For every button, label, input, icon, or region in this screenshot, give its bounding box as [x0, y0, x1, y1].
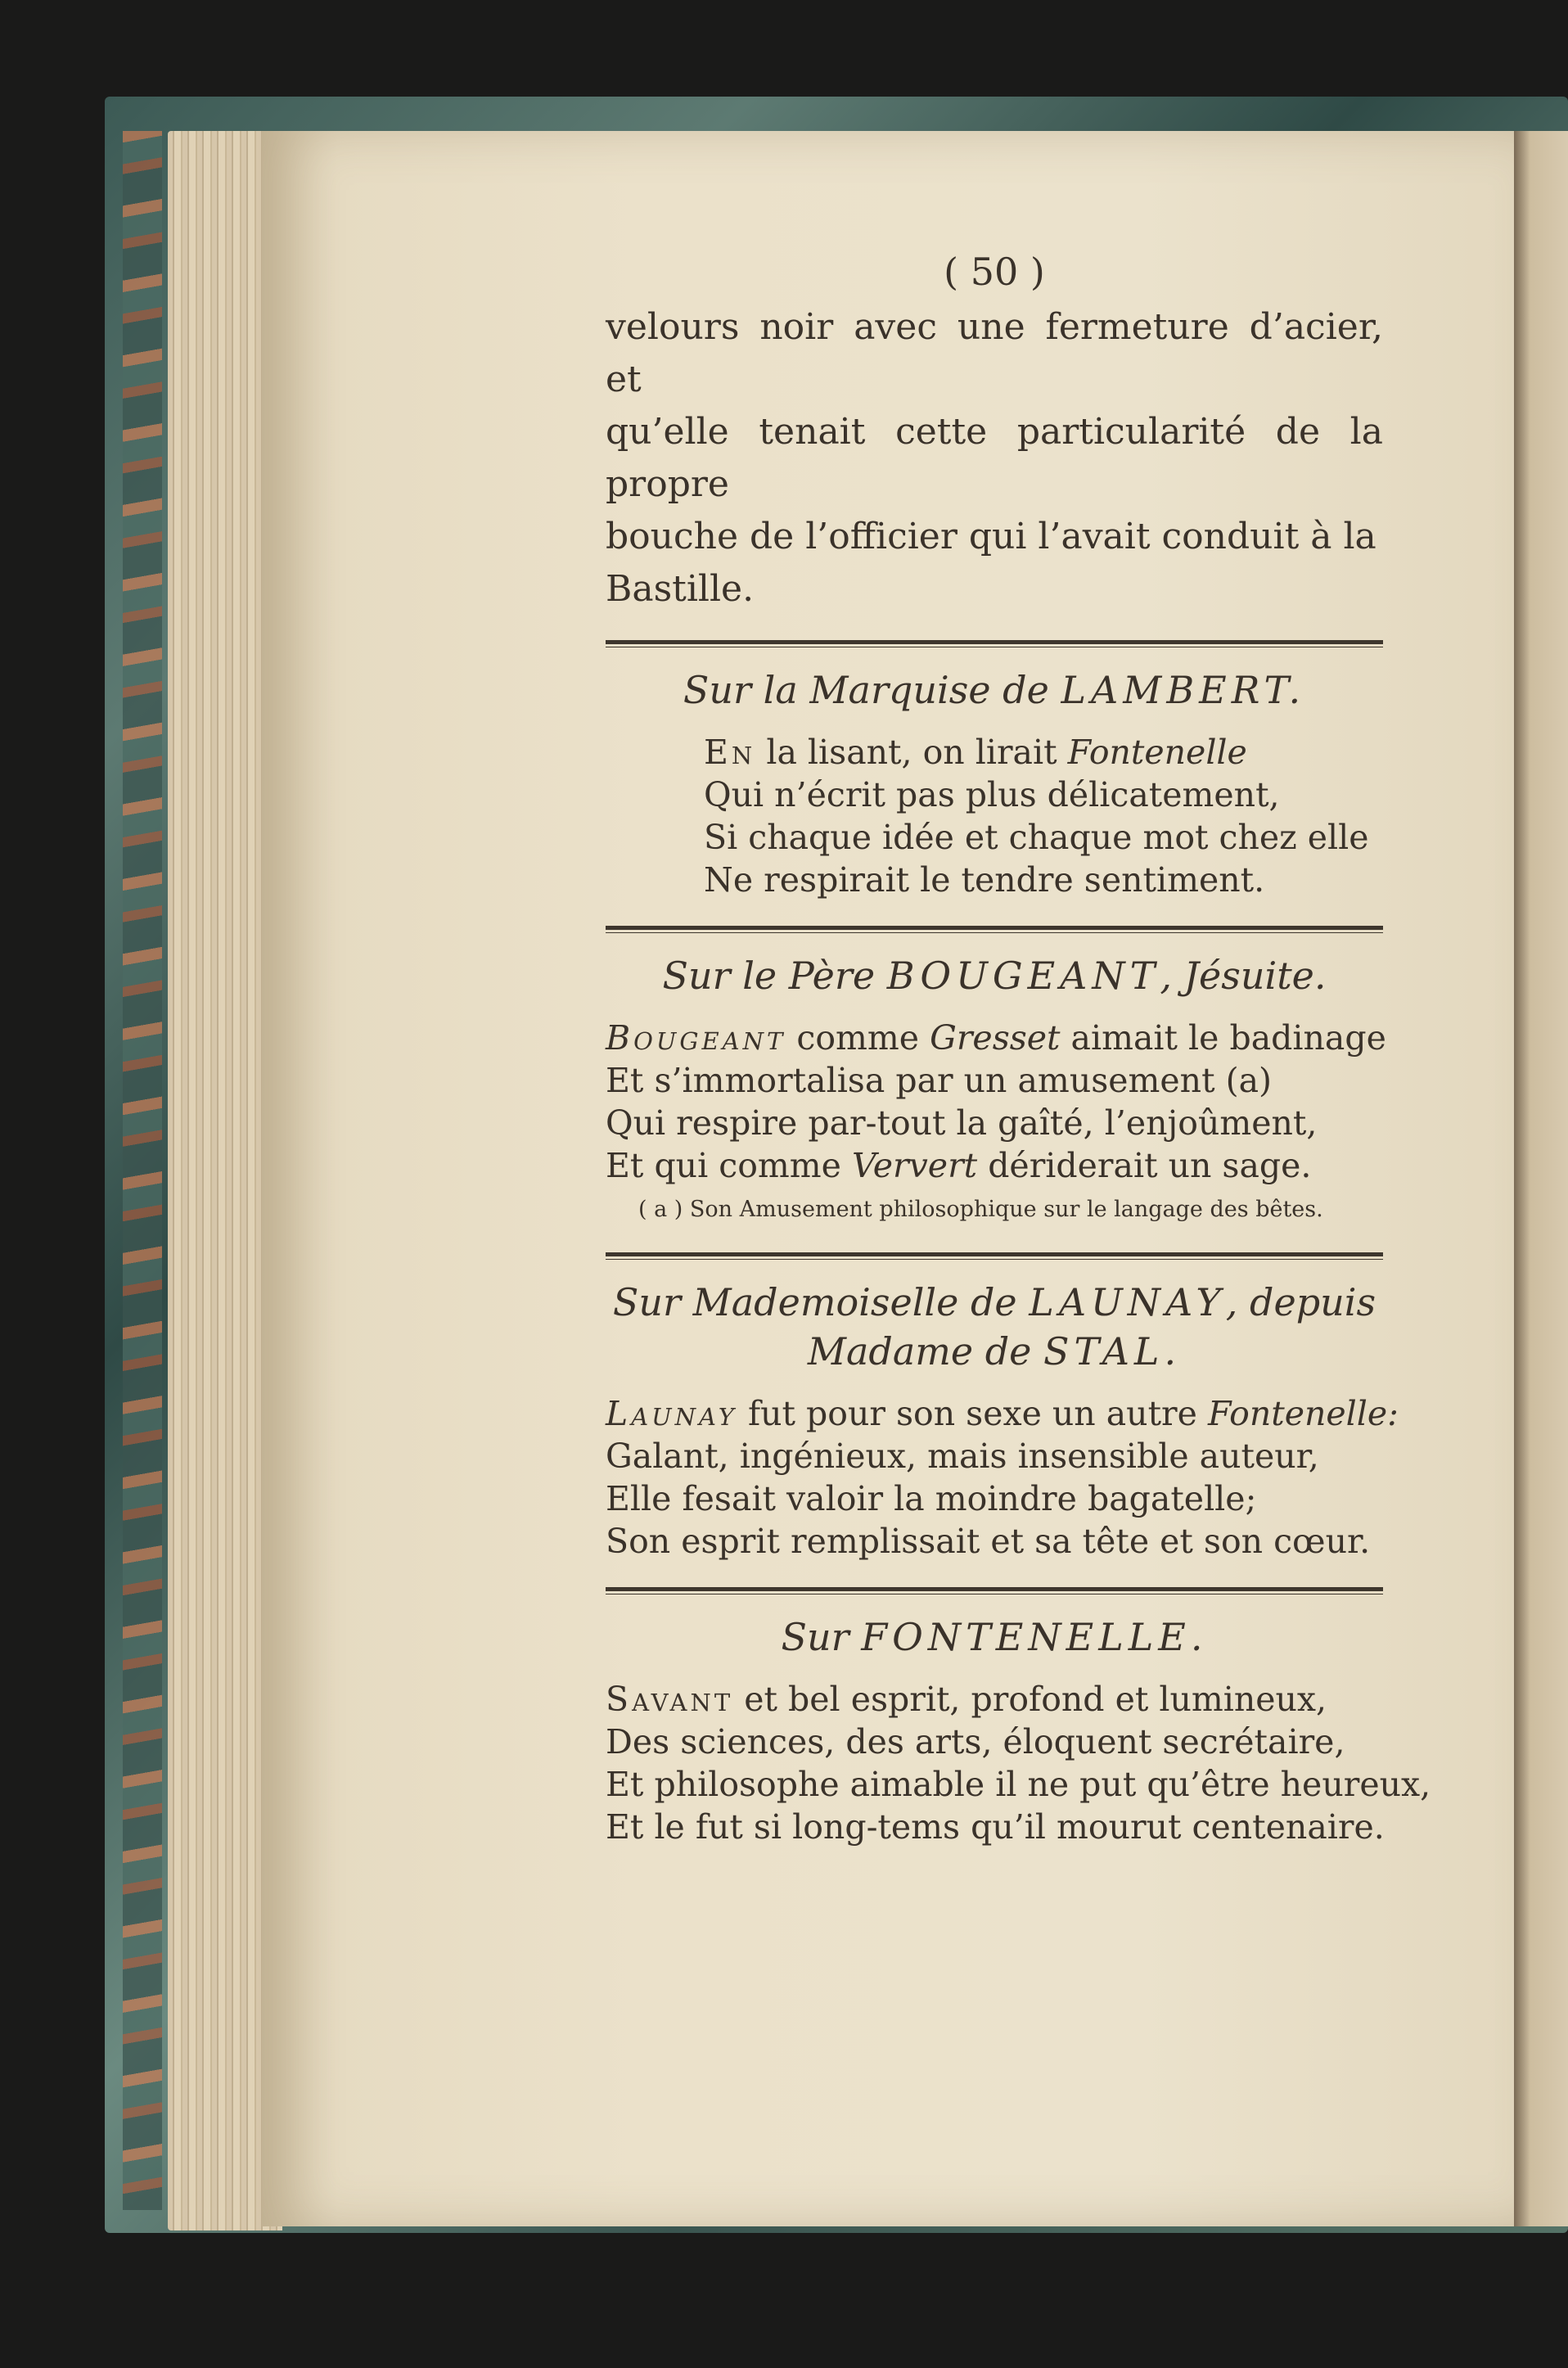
prose-line: Bastille.	[606, 568, 755, 610]
section-rule	[606, 1587, 1383, 1591]
verse-line: Son esprit remplissait et sa tête et son cœur.	[606, 1522, 1371, 1561]
facing-page-edge	[1514, 131, 1568, 2226]
verse	[606, 1017, 1386, 1228]
section-heading: Sur Mademoiselle de LAUNAY, depuis Madame de STAL.	[612, 1280, 1377, 1373]
prose-paragraph	[606, 301, 1383, 616]
verse-line: Ne respirait le tendre sentiment.	[704, 860, 1265, 900]
heading-name: LAMBERT.	[1061, 668, 1306, 712]
verse-line: Des sciences, des arts, éloquent secrétaire,	[606, 1722, 1345, 1761]
verse-line: Qui n’écrit pas plus délicatement,	[704, 775, 1280, 814]
prose-line: qu’elle tenait cette particularité de la propre	[606, 411, 1383, 505]
section-heading: Sur le Père BOUGEANT, Jésuite.	[662, 954, 1327, 998]
page-number: ( 50 )	[944, 250, 1045, 294]
verse-line: En la lisant, on lirait Fontenelle	[704, 733, 1247, 772]
section-heading: Sur FONTENELLE.	[781, 1615, 1208, 1659]
verse	[606, 731, 1383, 901]
section-rule	[606, 926, 1383, 930]
verse-line: Galant, ingénieux, mais insensible auteur,	[606, 1437, 1319, 1476]
section-rule	[606, 1252, 1383, 1256]
verse-line: Et s’immortalisa par un amusement (a)	[606, 1061, 1273, 1100]
page-text	[606, 246, 1431, 1848]
section-rule	[606, 640, 1383, 644]
verse-line: Si chaque idée et chaque mot chez elle	[704, 818, 1369, 857]
footnote: ( a ) Son Amusement philosophique sur le langage des bêtes.	[638, 1197, 1323, 1222]
verse	[606, 1678, 1431, 1848]
verse-line: Et philosophe aimable il ne put qu’être heureux,	[606, 1765, 1431, 1804]
verse	[606, 1392, 1399, 1563]
verse-line: Qui respire par-tout la gaîté, l’enjoûment,	[606, 1103, 1318, 1143]
verse-line: Savant et bel esprit, profond et lumineux,	[606, 1680, 1327, 1719]
verse-line: Et qui comme Ververt dériderait un sage.	[606, 1146, 1312, 1185]
prose-line: velours noir avec une fermeture d’acier, et	[606, 306, 1383, 400]
verse-line: Et le fut si long-tems qu’il mourut centenaire.	[606, 1807, 1385, 1847]
section-heading	[606, 665, 1383, 715]
verse-line: Launay fut pour son sexe un autre Fontenelle:	[606, 1394, 1399, 1433]
marbled-edge	[123, 131, 162, 2210]
prose-line: bouche de l’officier qui l’avait conduit à la	[606, 516, 1377, 557]
heading-text: Sur la Marquise de	[683, 668, 1061, 712]
verse-line: Elle fesait valoir la moindre bagatelle;	[606, 1479, 1257, 1518]
verse-line: Bougeant comme Gresset aimait le badinage	[606, 1018, 1386, 1058]
